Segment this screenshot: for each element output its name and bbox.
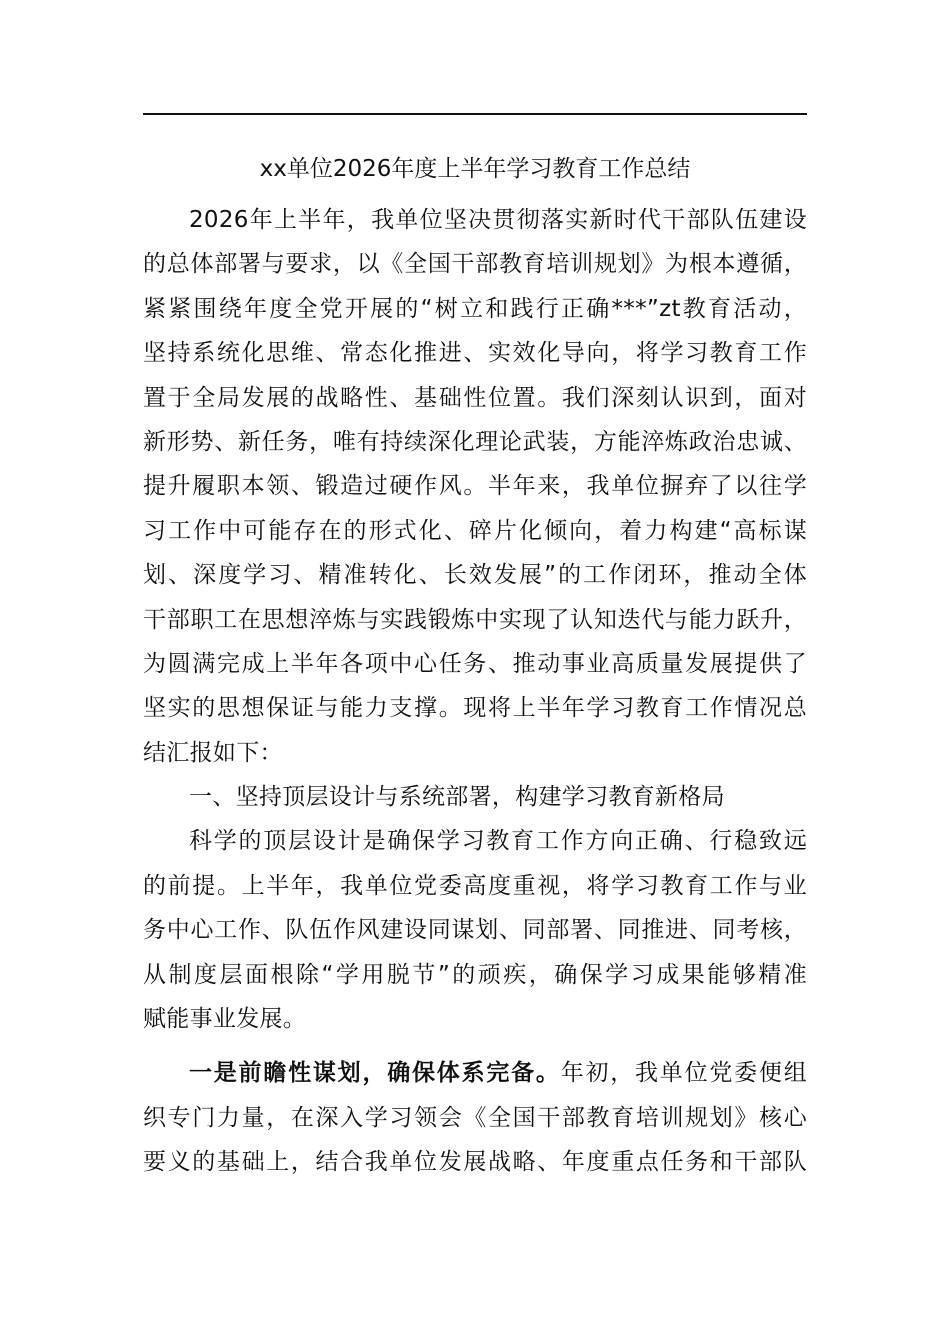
paragraph-line: 提升履职本领、锻造过硬作风。半年来，我单位摒弃了以往学 <box>143 473 807 500</box>
paragraph-line: 的总体部署与要求，以《全国干部教育培训规划》为根本遵循， <box>143 251 807 278</box>
paragraph-line: 习工作中可能存在的形式化、碎片化倾向，着力构建“高标谋 <box>143 517 807 544</box>
paragraph-line: 为圆满完成上半年各项中心任务、推动事业高质量发展提供了 <box>143 650 807 677</box>
paragraph-line: 务中心工作、队伍作风建设同谋划、同部署、同推进、同考核， <box>143 917 807 944</box>
paragraph-line: 从制度层面根除“学用脱节”的顽疾，确保学习成果能够精准 <box>143 961 807 988</box>
paragraph-line: 2026年上半年，我单位坚决贯彻落实新时代干部队伍建设 <box>189 207 807 233</box>
paragraph-line: 结汇报如下： <box>143 739 283 766</box>
document-title: xx单位2026年度上半年学习教育工作总结 <box>259 156 691 182</box>
document-body <box>143 198 807 1185</box>
paragraph-line: 织专门力量，在深入学习领会《全国干部教育培训规划》核心 <box>143 1104 807 1131</box>
paragraph-line: 新形势、新任务，唯有持续深化理论武装，方能淬炼政治忠诚、 <box>143 428 807 455</box>
paragraph-line: 紧紧围绕年度全党开展的“树立和践行正确***”zt教育活动， <box>143 295 807 322</box>
paragraph-line: 科学的顶层设计是确保学习教育工作方向正确、行稳致远 <box>189 828 807 855</box>
paragraph-line: 干部职工在思想淬炼与实践锻炼中实现了认知迭代与能力跃升， <box>143 606 807 633</box>
paragraph-line <box>143 1051 807 1095</box>
paragraph-line: 置于全局发展的战略性、基础性位置。我们深刻认识到，面对 <box>143 384 807 411</box>
paragraph-line: 坚持系统化思维、常态化推进、实效化导向，将学习教育工作 <box>143 340 807 367</box>
paragraph-line: 坚实的思想保证与能力支撑。现将上半年学习教育工作情况总 <box>143 695 807 722</box>
bold-lead-text: 一是前瞻性谋划，确保体系完备。 <box>189 1060 561 1087</box>
header-rule <box>143 113 807 115</box>
paragraph-line: 赋能事业发展。 <box>143 1006 307 1033</box>
paragraph-line: 要义的基础上，结合我单位发展战略、年度重点任务和干部队 <box>143 1149 807 1176</box>
section-heading: 一、坚持顶层设计与系统部署，构建学习教育新格局 <box>189 784 725 811</box>
paragraph-line: 划、深度学习、精准转化、长效发展”的工作闭环，推动全体 <box>143 562 807 589</box>
paragraph-text: 年初，我单位党委便组 <box>560 1060 808 1087</box>
paragraph-line: 的前提。上半年，我单位党委高度重视，将学习教育工作与业 <box>143 872 807 899</box>
paragraph-gap <box>143 1041 807 1051</box>
